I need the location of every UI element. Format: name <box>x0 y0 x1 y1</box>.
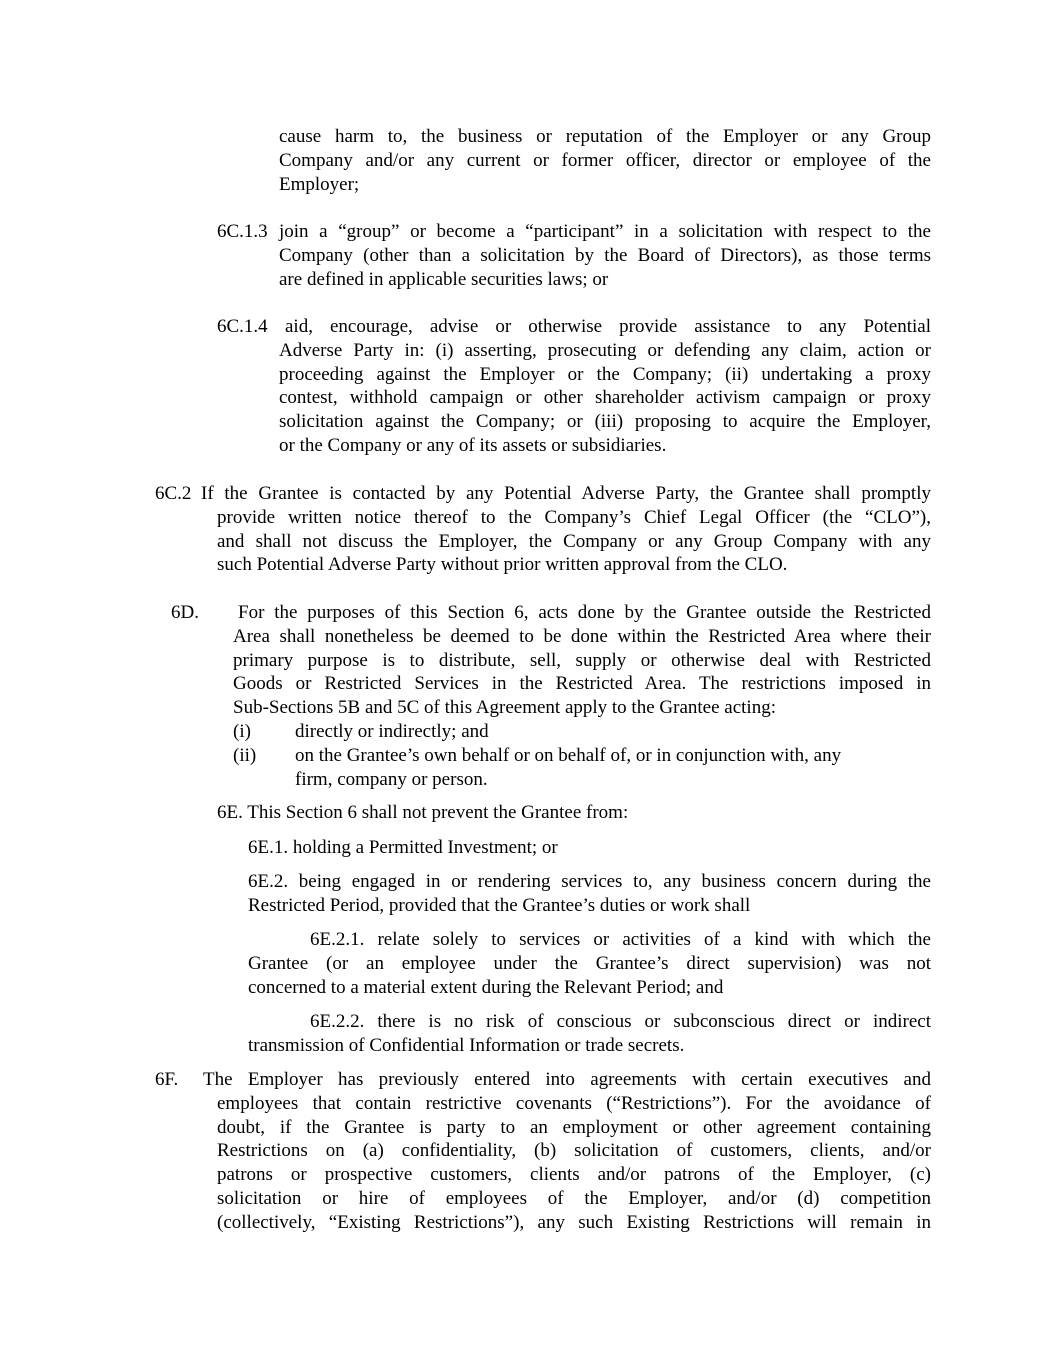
clause-label-6c-2: 6C.2 <box>155 483 192 504</box>
text-line: or the Company or any of its assets or subsidiaries. <box>279 434 667 456</box>
text-line: solicitation against the Company; or (iii) proposing to acquire the Employer, <box>279 411 931 433</box>
text-line: are defined in applicable securities laws; or <box>279 268 609 290</box>
clause-6e-2-text <box>248 870 931 918</box>
text-line: join a “group” or become a “participant” in a solicitation with respect to the <box>279 221 931 242</box>
text-line: For the purposes of this Section 6, acts done by the Grantee outside the Restricted <box>238 602 931 623</box>
text-line: Goods or Restricted Services in the Restricted Area. The restrictions imposed in <box>233 673 931 695</box>
clause-6e-text: 6E. This Section 6 shall not prevent the Grantee from: <box>217 802 629 823</box>
text-line: such Potential Adverse Party without prior written approval from the CLO. <box>217 554 788 576</box>
text-line: 6E.2. being engaged in or rendering services to, any business concern during the <box>248 871 931 892</box>
text-line: The Employer has previously entered into agreements with certain executives and <box>203 1069 931 1090</box>
clause-6c-1-2-continuation <box>279 125 931 196</box>
text-line: and shall not discuss the Employer, the Company or any Group Company with any <box>217 530 931 552</box>
text-line: Employer; <box>279 173 360 195</box>
clause-6c-1-4-text <box>279 315 931 458</box>
text-line: transmission of Confidential Information or trade secrets. <box>248 1034 685 1056</box>
text-line: Company (other than a solicitation by the Board of Directors), as those terms <box>279 244 931 266</box>
text-line: If the Grantee is contacted by any Potential Adverse Party, the Grantee shall promptly <box>201 483 931 504</box>
list-item-text: firm, company or person. <box>295 769 488 790</box>
list-item-label: (i) <box>233 721 251 742</box>
text-line: Adverse Party in: (i) asserting, prosecuting or defending any claim, action or <box>279 339 931 361</box>
text-line: cause harm to, the business or reputation of the Employer or any Group <box>279 126 931 147</box>
text-line: 6E.2.1. relate solely to services or activities of a kind with which the <box>310 929 931 950</box>
clause-label-6f: 6F. <box>155 1069 179 1090</box>
clause-label-6c-1-4: 6C.1.4 <box>217 316 268 337</box>
text-line: Restricted Period, provided that the Grantee’s duties or work shall <box>248 894 751 916</box>
clause-6c-2-text <box>201 482 931 577</box>
text-line: 6E.2.2. there is no risk of conscious or subconscious direct or indirect <box>310 1011 931 1032</box>
text-line: doubt, if the Grantee is party to an employment or other agreement containing <box>217 1116 931 1138</box>
list-item-label: (ii) <box>233 745 257 766</box>
clause-6e-2-2-text <box>248 1010 931 1058</box>
text-line: solicitation or hire of employees of the Employer, and/or (d) competition <box>217 1187 931 1209</box>
clause-6e-1-text: 6E.1. holding a Permitted Investment; or <box>248 837 558 858</box>
text-line: Area shall nonetheless be deemed to be done within the Restricted Area where their <box>233 625 931 647</box>
clause-label-6d: 6D. <box>171 602 199 623</box>
text-line: primary purpose is to distribute, sell, supply or otherwise deal with Restricted <box>233 649 931 671</box>
text-line: Company and/or any current or former officer, director or employee of the <box>279 149 931 171</box>
text-line: concerned to a material extent during the Relevant Period; and <box>248 976 724 998</box>
text-line: provide written notice thereof to the Company’s Chief Legal Officer (the “CLO”), <box>217 506 931 528</box>
list-item-text: on the Grantee’s own behalf or on behalf of, or in conjunction with, any <box>295 745 842 766</box>
text-line: Sub-Sections 5B and 5C of this Agreement apply to the Grantee acting: <box>233 697 776 719</box>
text-line: proceeding against the Employer or the Company; (ii) undertaking a proxy <box>279 363 931 385</box>
text-line: Grantee (or an employee under the Grantee’s direct supervision) was not <box>248 952 931 974</box>
list-item-text: directly or indirectly; and <box>295 721 489 742</box>
text-line: (collectively, “Existing Restrictions”), any such Existing Restrictions will remain in <box>217 1211 931 1233</box>
clause-6f-text <box>203 1068 931 1235</box>
clause-label-6c-1-3: 6C.1.3 <box>217 221 268 242</box>
text-line: contest, withhold campaign or other shareholder activism campaign or proxy <box>279 387 931 409</box>
clause-6d-text <box>233 601 931 720</box>
text-line: Restrictions on (a) confidentiality, (b) solicitation of customers, clients, and/or <box>217 1140 931 1162</box>
text-line: patrons or prospective customers, clients and/or patrons of the Employer, (c) <box>217 1164 931 1186</box>
text-line: aid, encourage, advise or otherwise provide assistance to any Potential <box>285 316 931 337</box>
clause-6e-2-1-text <box>248 928 931 999</box>
text-line: employees that contain restrictive covenants (“Restrictions”). For the avoidance of <box>217 1092 931 1114</box>
clause-6c-1-3-text <box>279 220 931 291</box>
